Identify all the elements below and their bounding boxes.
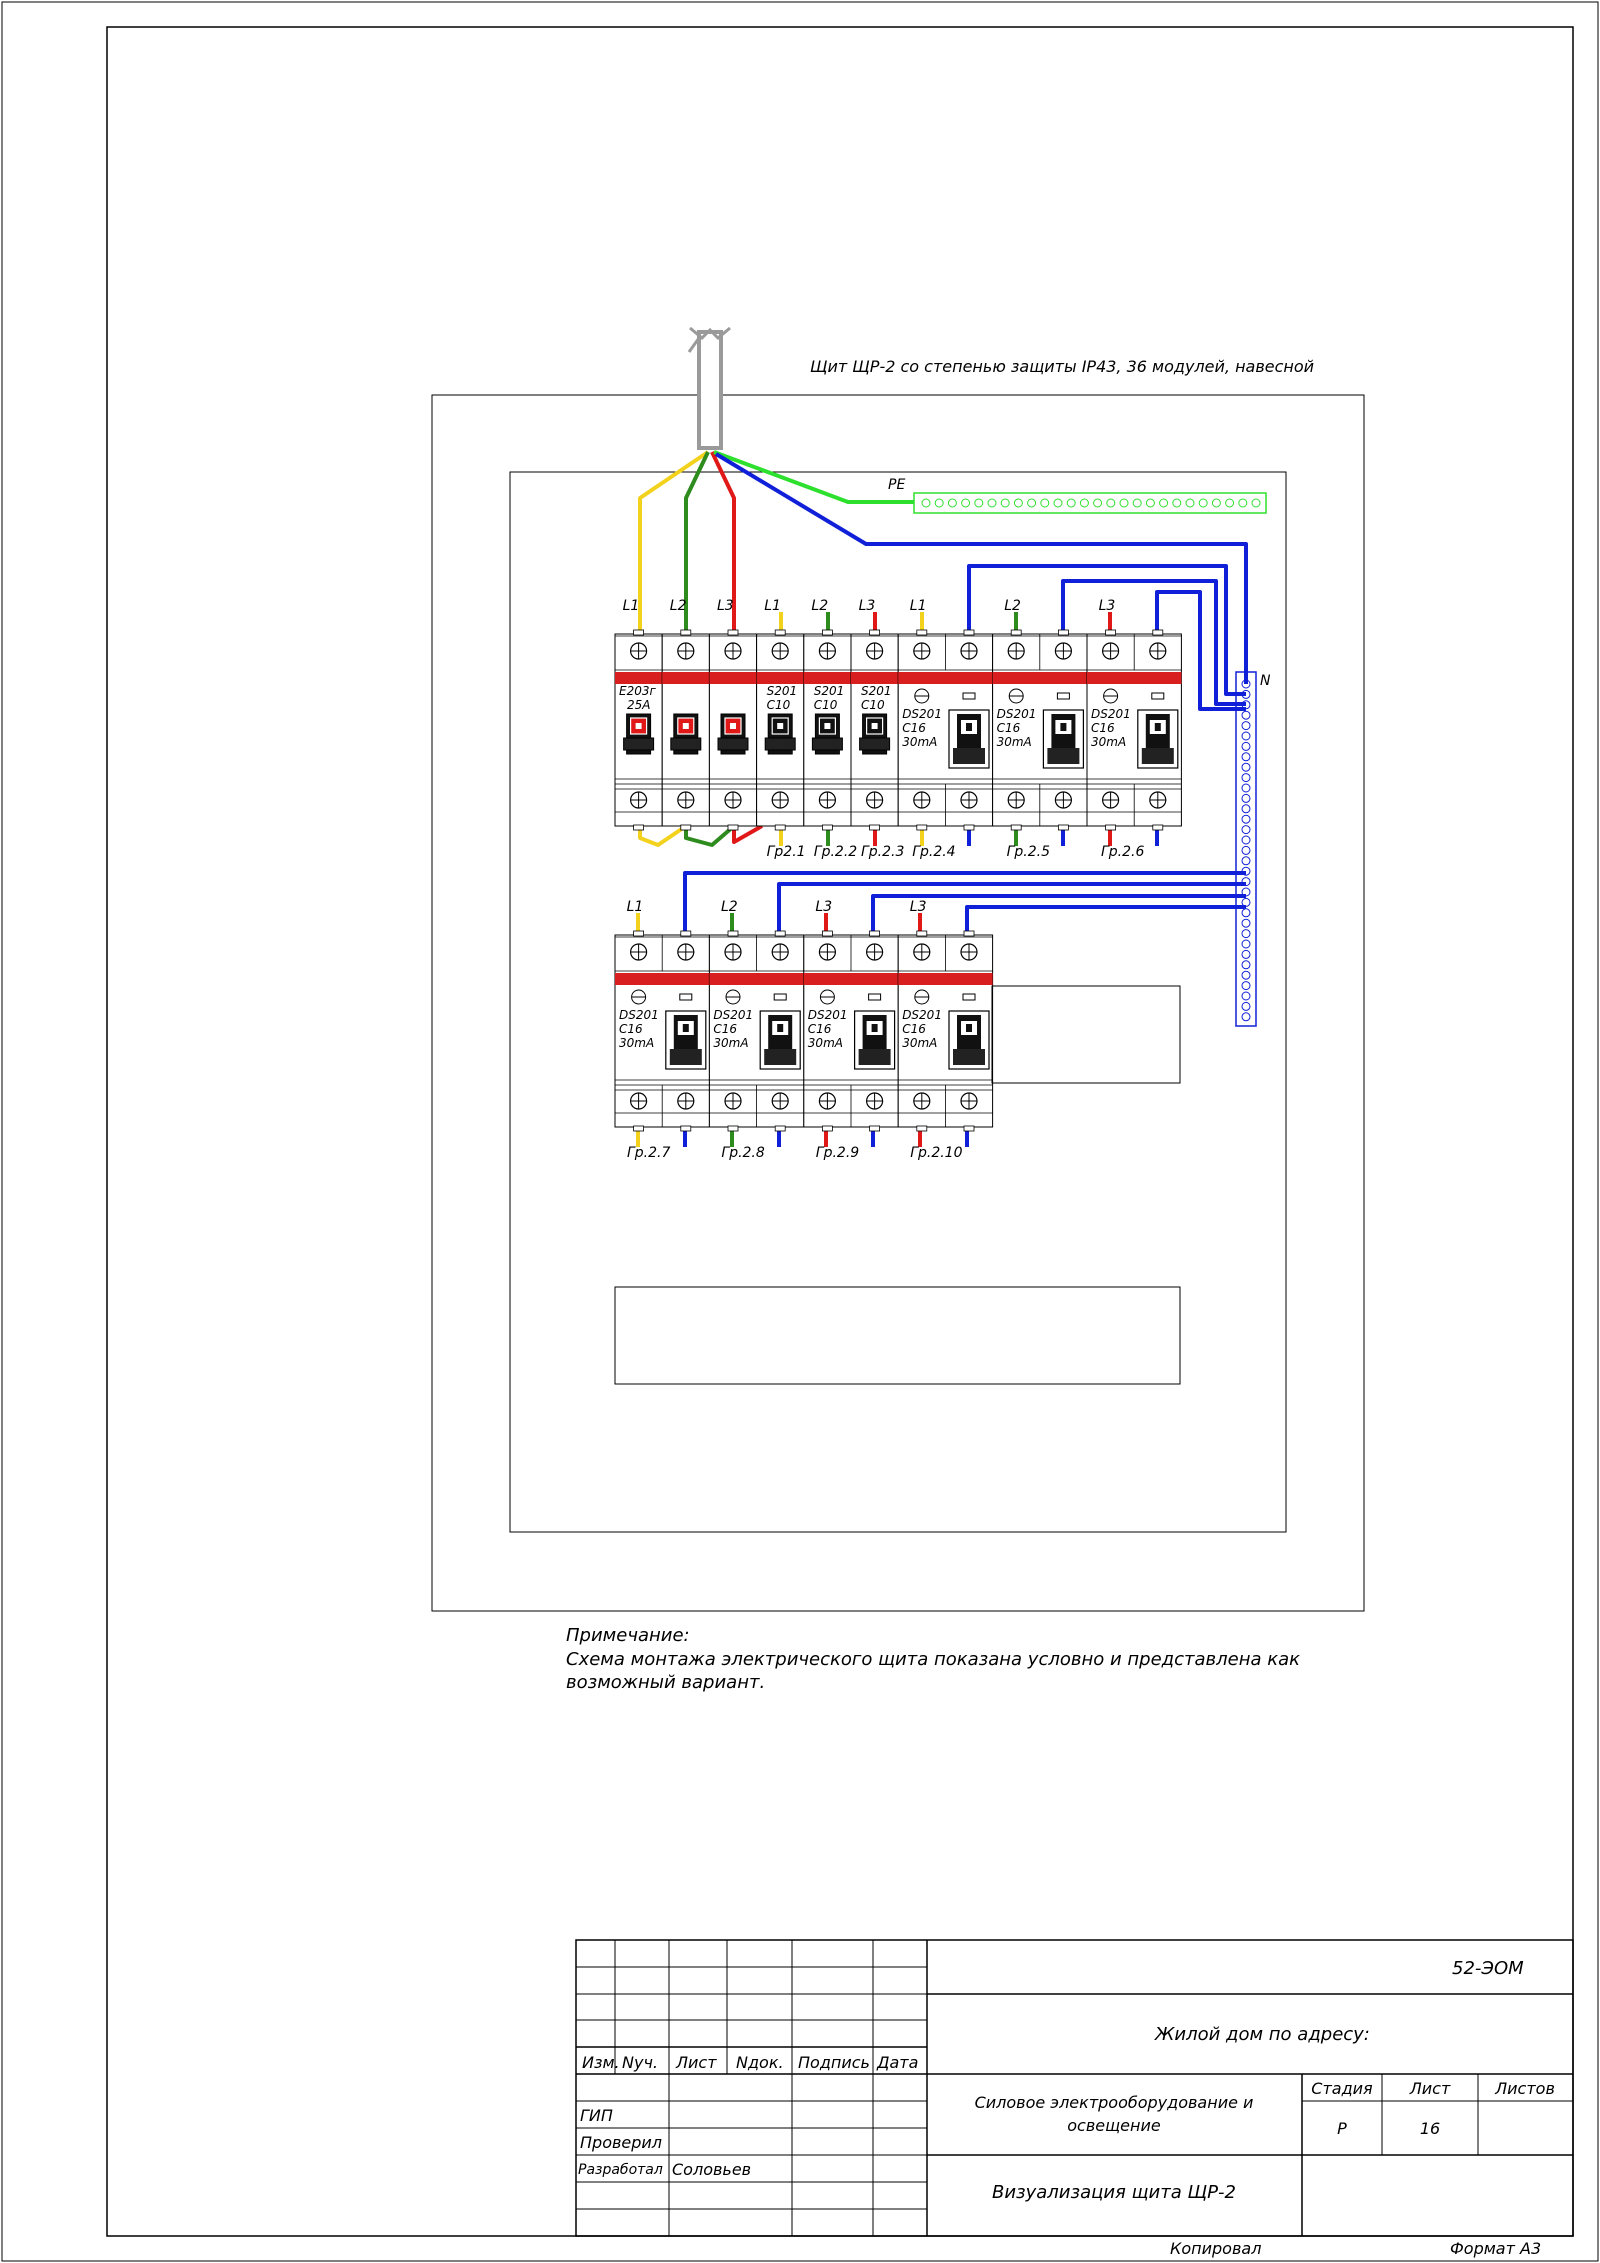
group-label: Гр2.1 (766, 844, 806, 860)
terminal-screw (914, 944, 930, 960)
rcbo-rating: C16 (902, 721, 926, 735)
n-bus-label: N (1260, 673, 1271, 689)
pe-terminal (948, 499, 956, 507)
terminal-screw (961, 792, 977, 808)
terminal-screw (1103, 643, 1119, 659)
breaker-model: E203г (619, 684, 656, 698)
rcbo-rating: C16 (902, 1022, 926, 1036)
n-terminal (1242, 950, 1250, 958)
breaker-pole-1 (615, 598, 662, 830)
phase-label: L3 (909, 899, 927, 915)
n-terminal (1242, 836, 1250, 844)
terminal-screw (678, 944, 694, 960)
stage-value: Р (1337, 2119, 1347, 2138)
n-terminal (1242, 992, 1250, 1000)
panel-title: Щит ЩР-2 со степенью защиты IP43, 36 модулей, навесной (810, 357, 1315, 376)
rcbo-row2-2 (709, 899, 803, 1161)
terminal-screw (1150, 792, 1166, 808)
breaker-pole-4 (757, 598, 806, 860)
din-rail-row-2 (615, 899, 993, 1161)
reserve-area-row3 (615, 1287, 1180, 1384)
pe-bus (888, 477, 1266, 513)
phase-label: L1 (909, 598, 927, 614)
pe-terminal (1028, 499, 1036, 507)
input-cable (689, 328, 730, 448)
rcbo-toggle (949, 1011, 989, 1069)
terminal-screw (725, 1093, 741, 1109)
n-terminal (1242, 961, 1250, 969)
breaker-toggle (812, 714, 842, 754)
pe-terminal (1094, 499, 1102, 507)
sheets-header: Листов (1495, 2079, 1555, 2098)
rcbo-toggle (760, 1011, 800, 1069)
note-heading: Примечание: (566, 1625, 690, 1646)
rcbo-row2-4 (898, 899, 992, 1161)
section-line-2: освещение (1067, 2116, 1161, 2135)
rcbo-model: DS201 (619, 1008, 659, 1022)
n-terminal (1242, 774, 1250, 782)
pe-terminal (975, 499, 983, 507)
phase-label: L2 (721, 899, 738, 915)
terminal-screw (772, 643, 788, 659)
n-terminal (1242, 940, 1250, 948)
phase-label: L1 (622, 598, 640, 614)
pe-terminal (1160, 499, 1168, 507)
rcbo-rating: C16 (713, 1022, 738, 1036)
note-line-1: Схема монтажа электрического щита показана условно и представлена как (566, 1649, 1300, 1670)
pe-terminal (1146, 499, 1154, 507)
n-terminal (1242, 805, 1250, 813)
pe-terminal (988, 499, 996, 507)
din-rail-row-1 (615, 598, 1181, 860)
red-band (898, 973, 992, 985)
phase-label: L1 (764, 598, 781, 614)
breaker-pole-5 (804, 598, 857, 860)
rcbo-toggle (949, 710, 989, 768)
breaker-pole-3 (709, 598, 756, 830)
breaker-toggle (860, 714, 890, 754)
group-label: Гр.2.4 (912, 844, 956, 860)
pe-terminal (1001, 499, 1009, 507)
indicator (680, 994, 692, 1000)
n-terminal (1242, 742, 1250, 750)
terminal-screw (914, 643, 930, 659)
col-ndok: Nдок. (736, 2053, 784, 2072)
drawing-title: Визуализация щита ЩР-2 (992, 2182, 1236, 2203)
terminal-screw (1008, 643, 1024, 659)
terminal-screw (914, 792, 930, 808)
indicator (1152, 693, 1164, 699)
pe-terminal (935, 499, 943, 507)
n-terminal (1242, 794, 1250, 802)
breaker-pole-2 (662, 598, 709, 830)
developer-name: Соловьев (672, 2160, 752, 2179)
phase-label: L2 (1004, 598, 1021, 614)
phase-label: L3 (717, 598, 734, 614)
terminal-screw (1055, 792, 1071, 808)
pe-terminal (962, 499, 970, 507)
stage-header: Стадия (1311, 2079, 1373, 2098)
rcbo-rating: C16 (996, 721, 1021, 735)
bridge-l2 (686, 826, 734, 845)
red-band (898, 672, 992, 684)
copied-label: Копировал (1170, 2239, 1262, 2258)
n-terminal (1242, 826, 1250, 834)
breaker-pole-6 (851, 598, 904, 860)
rcbo-model: DS201 (996, 707, 1037, 721)
pe-terminal (1199, 499, 1207, 507)
pe-terminal (1252, 499, 1260, 507)
rcbo-3 (1087, 598, 1181, 860)
reserve-area-row2 (992, 986, 1180, 1083)
terminal-screw (725, 944, 741, 960)
red-band (615, 672, 662, 684)
rcbo-leak: 30mA (902, 735, 938, 749)
rcbo-row2-1 (615, 899, 709, 1161)
terminal-screw (1055, 643, 1071, 659)
terminal-screw (678, 792, 694, 808)
red-band (662, 672, 709, 684)
n-feed-5 (779, 884, 1246, 935)
rcbo-model: DS201 (1091, 707, 1131, 721)
terminal-screw (631, 643, 647, 659)
breaker-model: S201 (766, 684, 798, 698)
terminal-screw (725, 643, 741, 659)
rcbo-leak: 30mA (713, 1036, 749, 1050)
phase-label: L3 (815, 899, 833, 915)
rcbo-rating: C16 (807, 1022, 832, 1036)
terminal-screw (772, 792, 788, 808)
n-terminal (1242, 722, 1250, 730)
breaker-rating: C10 (861, 698, 885, 712)
red-band (851, 672, 898, 684)
pe-terminal (1133, 499, 1141, 507)
indicator (963, 693, 975, 699)
terminal-screw (1008, 792, 1024, 808)
pe-terminal (1239, 499, 1247, 507)
pe-terminal (1080, 499, 1088, 507)
rcbo-rating: C16 (1091, 721, 1115, 735)
n-terminal (1242, 971, 1250, 979)
terminal-screw (1150, 643, 1166, 659)
red-band (804, 672, 851, 684)
terminal-screw (772, 944, 788, 960)
pe-terminal (1067, 499, 1075, 507)
indicator (869, 994, 881, 1000)
note-line-2: возможный вариант. (566, 1672, 766, 1693)
pe-terminal (1186, 499, 1194, 507)
breaker-rating: C10 (813, 698, 838, 712)
wire-in-l2 (686, 452, 708, 634)
breaker-toggle-red (671, 714, 701, 754)
terminal-screw (819, 944, 835, 960)
terminal-screw (961, 944, 977, 960)
format-label: Формат А3 (1450, 2239, 1542, 2258)
phase-label: L3 (1098, 598, 1116, 614)
rcbo-leak: 30mA (902, 1036, 938, 1050)
wire-in-pe (714, 452, 914, 502)
rcbo-toggle (666, 1011, 706, 1069)
n-terminal (1242, 857, 1250, 865)
rcbo-rating: C16 (619, 1022, 643, 1036)
pe-terminal (1107, 499, 1115, 507)
rcbo-leak: 30mA (807, 1036, 843, 1050)
n-terminal (1242, 784, 1250, 792)
red-band (709, 973, 803, 985)
red-band (709, 672, 756, 684)
pe-terminal (1120, 499, 1128, 507)
red-band (757, 672, 804, 684)
red-band (993, 672, 1087, 684)
terminal-screw (867, 643, 883, 659)
indicator (774, 994, 786, 1000)
terminal-screw (725, 792, 741, 808)
rcbo-toggle (1138, 710, 1178, 768)
terminal-screw (819, 643, 835, 659)
n-terminal (1242, 1002, 1250, 1010)
terminal-screw (867, 792, 883, 808)
bridge-l1 (640, 826, 686, 845)
pe-terminal (1226, 499, 1234, 507)
group-label: Гр.2.8 (721, 1145, 765, 1161)
rcbo-1 (898, 598, 992, 860)
breaker-model: S201 (861, 684, 892, 698)
sheet-value: 16 (1419, 2119, 1441, 2138)
terminal-screw (961, 643, 977, 659)
terminal-screw (631, 792, 647, 808)
terminal-screw (961, 1093, 977, 1109)
group-label: Гр.2.6 (1101, 844, 1145, 860)
sheet-header: Лист (1409, 2079, 1451, 2098)
n-terminal (1242, 909, 1250, 917)
n-terminal (1242, 815, 1250, 823)
col-data: Дата (877, 2053, 919, 2072)
object-title: Жилой дом по адресу: (1155, 2024, 1370, 2045)
doc-code: 52-ЭОМ (1452, 1958, 1524, 1979)
terminal-screw (914, 1093, 930, 1109)
phase-label: L1 (626, 899, 644, 915)
terminal-screw (819, 1093, 835, 1109)
pe-terminal (1173, 499, 1181, 507)
section-line-1: Силовое электрооборудование и (974, 2093, 1254, 2112)
n-feed-6 (873, 896, 1246, 935)
terminal-screw (819, 792, 835, 808)
n-terminal (1242, 763, 1250, 771)
breaker-toggle-red (718, 714, 748, 754)
breaker-rating: 25A (627, 698, 651, 712)
outer-border (2, 2, 1598, 2261)
n-terminal (1242, 982, 1250, 990)
rcbo-row2-3 (804, 899, 898, 1161)
rcbo-toggle (855, 1011, 895, 1069)
terminal-screw (1103, 792, 1119, 808)
pe-bus-label: PE (888, 477, 906, 493)
breaker-toggle-red (624, 714, 654, 754)
n-feed-7 (967, 907, 1246, 935)
rcbo-toggle (1043, 710, 1083, 768)
n-terminal (1242, 711, 1250, 719)
pe-terminal (1014, 499, 1022, 507)
col-izm: Изм. (582, 2053, 620, 2072)
rcbo-model: DS201 (807, 1008, 848, 1022)
pe-terminal (1041, 499, 1049, 507)
n-terminal (1242, 1013, 1250, 1021)
breaker-model: S201 (813, 684, 845, 698)
phase-label: L3 (858, 598, 876, 614)
n-terminal (1242, 732, 1250, 740)
terminal-screw (772, 1093, 788, 1109)
red-band (804, 973, 898, 985)
role-gip: ГИП (580, 2106, 613, 2125)
indicator (963, 994, 975, 1000)
rcbo-model: DS201 (713, 1008, 754, 1022)
n-terminal (1242, 753, 1250, 761)
pe-terminal (922, 499, 930, 507)
n-terminal (1242, 930, 1250, 938)
col-list: Лист (676, 2053, 717, 2072)
rcbo-2 (993, 598, 1087, 860)
n-terminal (1242, 919, 1250, 927)
rcbo-model: DS201 (902, 707, 942, 721)
group-label: Гр.2.10 (910, 1145, 963, 1161)
pe-terminal (1054, 499, 1062, 507)
n-bus (1236, 672, 1271, 1026)
role-developed: Разработал (578, 2162, 663, 2178)
n-terminal (1242, 846, 1250, 854)
group-label: Гр.2.3 (861, 844, 905, 860)
rcbo-leak: 30mA (996, 735, 1032, 749)
rcbo-leak: 30mA (619, 1036, 655, 1050)
phase-label: L2 (669, 598, 687, 614)
role-checked: Проверил (580, 2133, 663, 2152)
pe-terminal (1212, 499, 1220, 507)
group-label: Гр.2.2 (813, 844, 858, 860)
breaker-toggle (765, 714, 795, 754)
indicator (1057, 693, 1069, 699)
group-label: Гр.2.9 (815, 1145, 860, 1161)
rcbo-leak: 30mA (1091, 735, 1127, 749)
group-label: Гр.2.5 (1006, 844, 1051, 860)
rcbo-model: DS201 (902, 1008, 942, 1022)
col-podpis: Подпись (798, 2053, 870, 2072)
terminal-screw (678, 643, 694, 659)
terminal-screw (867, 1093, 883, 1109)
red-band (615, 973, 709, 985)
breaker-rating: C10 (766, 698, 791, 712)
col-nuch: Nуч. (622, 2053, 658, 2072)
phase-label: L2 (811, 598, 829, 614)
group-label: Гр.2.7 (627, 1145, 671, 1161)
terminal-screw (867, 944, 883, 960)
terminal-screw (678, 1093, 694, 1109)
terminal-screw (631, 1093, 647, 1109)
red-band (1087, 672, 1181, 684)
terminal-screw (631, 944, 647, 960)
